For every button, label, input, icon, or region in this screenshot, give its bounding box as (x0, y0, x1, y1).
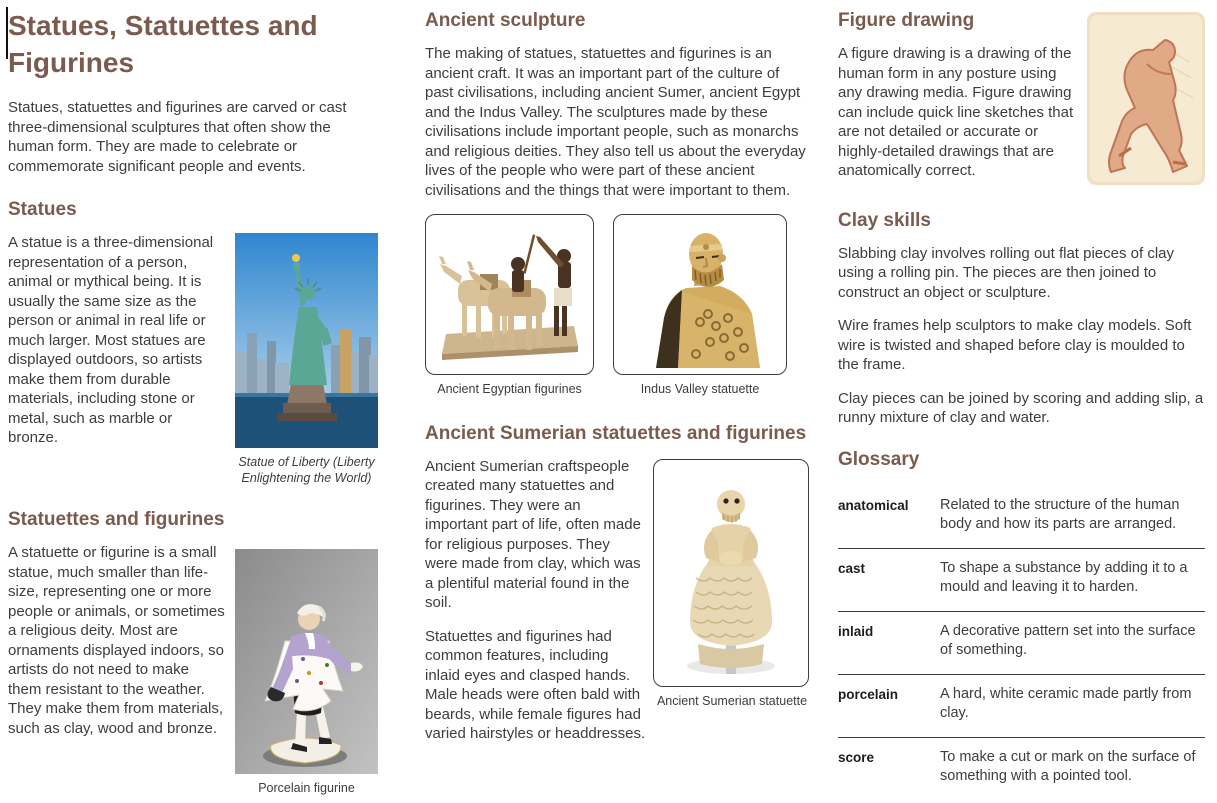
column-middle (425, 0, 811, 758)
glossary-row (838, 675, 1205, 738)
porcelain-figurine-figure (235, 549, 378, 797)
glossary-definition: Related to the structure of the human body and how its parts are arranged. (940, 496, 1180, 532)
intro-paragraph: Statues, statuettes and figurines are carved or cast three-dimensional sculptures that often show the human form. They are made to celebrate or commemorate significant people and events. (8, 99, 347, 175)
ancient-photo-row (425, 214, 811, 398)
glossary-row (838, 612, 1205, 675)
ancient-egyptian-figurines-photo (432, 222, 587, 368)
figure-drawing-paragraph: A figure drawing is a drawing of the human form in any posture using any drawing media. Figure drawing can include quick line sketches that are not detailed or accurate or highly-detailed drawings that are anatomically correct. (838, 45, 1074, 179)
statues-section (8, 233, 378, 492)
statue-of-liberty-caption: Statue of Liberty (Liberty Enlightening the World) (238, 455, 375, 485)
clay-skills-paragraph-3: Clay pieces can be joined by scoring and adding slip, a runny mixture of clay and water. (838, 389, 1204, 426)
column-right (838, 0, 1205, 800)
glossary-row (838, 549, 1205, 612)
sumerian-statuette-frame (653, 459, 809, 687)
figure-drawing-photo (1087, 12, 1205, 185)
glossary-definition: To shape a substance by adding it to a mould and leaving it to harden. (940, 559, 1188, 595)
statue-of-liberty-photo (235, 233, 378, 448)
glossary-heading: Glossary (838, 448, 920, 470)
statuettes-heading: Statuettes and figurines (8, 509, 225, 530)
glossary-row (838, 738, 1205, 800)
clay-skills-heading: Clay skills (838, 209, 931, 231)
glossary-term: cast (838, 560, 866, 576)
glossary-term: score (838, 749, 875, 765)
text-cursor (6, 7, 8, 59)
page-title: Statues, Statuettes and Figurines (8, 10, 318, 78)
statues-paragraph: A statue is a three-dimensional representation of a person, animal or mythical being. It is usually the same size as the person or animal in real life or much larger. Most statues are displayed outdoors, so artists make them from durable materials, including stone or metal, such as marble or bronze. (8, 234, 214, 446)
indus-valley-figure (613, 214, 787, 398)
egyptian-figurines-figure (425, 214, 594, 398)
glossary-term: inlaid (838, 623, 874, 639)
sumerian-section (425, 457, 811, 758)
clay-skills-paragraph-1: Slabbing clay involves rolling out flat pieces of clay using a rolling pin. The pieces are then joined to construct an object or sculpture. (838, 244, 1175, 301)
sumerian-heading: Ancient Sumerian statuettes and figurines (425, 422, 807, 444)
statue-of-liberty-figure (235, 233, 378, 486)
ancient-sumerian-statuette-photo (660, 466, 802, 680)
statuettes-paragraph: A statuette or figurine is a small statue, much smaller than life-size, representing one or more people or animals, or sometimes a religious deity. Most are ornaments displayed indoors, so artists do not need to make them resistant to the weather. They make them from materials, such as clay, wood and bronze. (8, 544, 225, 737)
sumerian-paragraph-1: Ancient Sumerian craftspeople created many statuettes and figurines. They were an important part of life, often made for religious purposes. They were made from clay, which was a plentiful material found in the soil. (425, 457, 641, 611)
statues-heading: Statues (8, 199, 77, 220)
figure-drawing-heading: Figure drawing (838, 10, 975, 31)
figure-drawing-section (838, 44, 1205, 195)
column-left (8, 0, 378, 803)
egyptian-figurines-frame (425, 214, 594, 375)
figure-drawing-figure (1087, 12, 1205, 185)
glossary-definition: To make a cut or mark on the surface of something with a pointed tool. (940, 748, 1196, 784)
sumerian-statuette-caption: Ancient Sumerian statuette (656, 693, 808, 708)
porcelain-figurine-caption: Porcelain figurine (258, 781, 355, 795)
ancient-sculpture-heading: Ancient sculpture (425, 10, 586, 31)
sumerian-paragraph-2: Statuettes and figurines had common features, including inlaid eyes and clasped hands. Male heads were often bald with beards, while female figures had varied hairstyles or headdresses. (425, 627, 646, 742)
egyptian-figurines-caption: Ancient Egyptian figurines (437, 382, 582, 396)
sumerian-statuette-figure (653, 459, 811, 710)
glossary-definition: A hard, white ceramic made partly from clay. (940, 685, 1192, 721)
glossary-definition: A decorative pattern set into the surface of something. (940, 622, 1196, 658)
glossary-row (838, 486, 1205, 549)
clay-skills-paragraph-2: Wire frames help sculptors to make clay models. Soft wire is twisted and shaped before clay is moulded to the frame. (838, 317, 1192, 373)
glossary-table (838, 486, 1205, 800)
indus-valley-frame (613, 214, 787, 375)
statuettes-section (8, 543, 378, 803)
glossary-term: anatomical (838, 497, 909, 513)
indus-valley-caption: Indus Valley statuette (640, 382, 760, 396)
porcelain-figurine-photo (235, 549, 378, 774)
glossary-term: porcelain (838, 686, 899, 702)
ancient-sculpture-paragraph: The making of statues, statuettes and figurines is an ancient craft. It was an important part of the culture of past civilisations, including ancient Sumer, ancient Egypt and the Indus Valley. The sculptures made by these civilisations include important people, such as monarchs and religious deities. They also tell us about the everyday lives of the people who were part of these ancient civilisations and the things that were important to them. (425, 45, 806, 199)
indus-valley-statuette-photo (620, 222, 780, 368)
